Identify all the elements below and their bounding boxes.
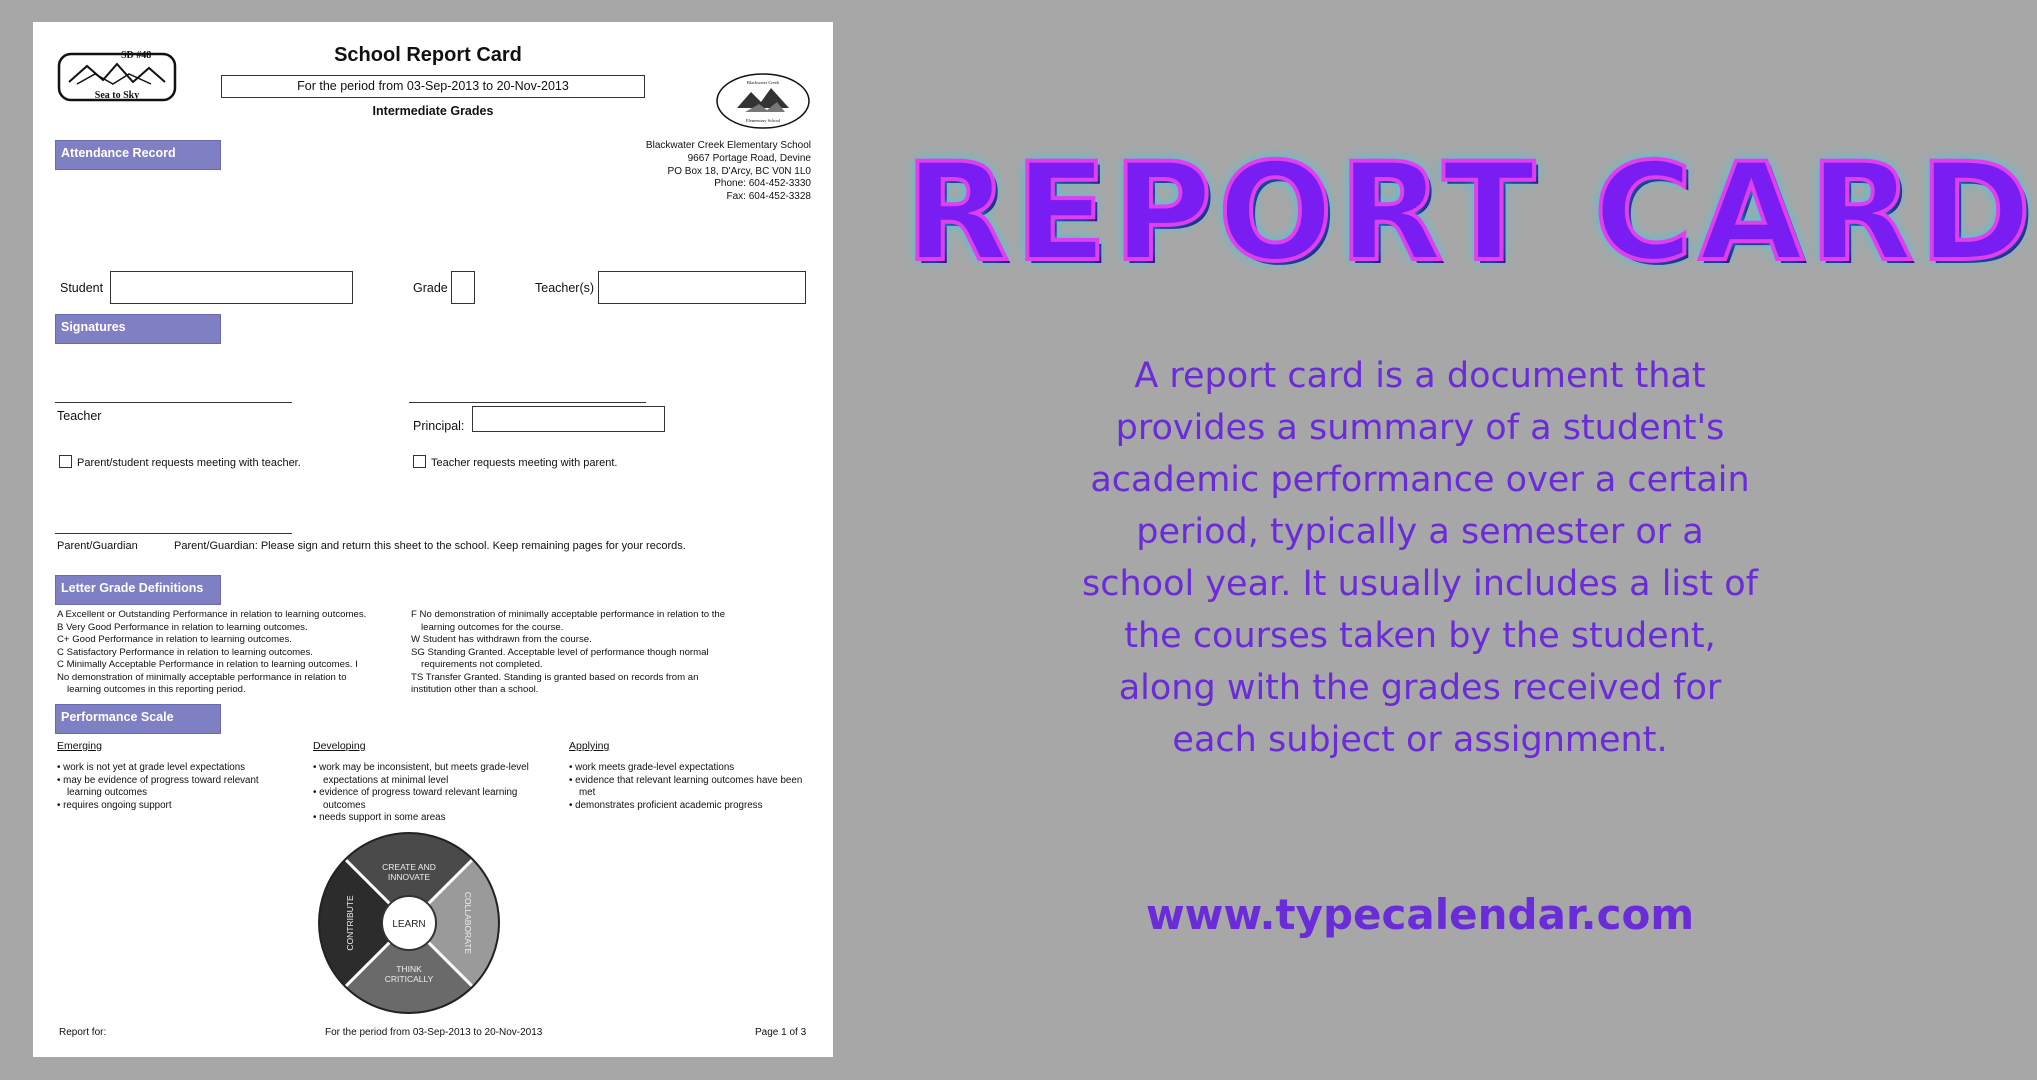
grade-label: Grade xyxy=(413,281,448,295)
grade-definitions-left xyxy=(57,609,397,697)
description-text: A report card is a document that provides a summary of a student's academic performance over a certain period, typically a semester or a school year. It usually includes a list of the courses taken by the student, along with the grades received for each subject or assignment. xyxy=(1082,356,1758,760)
logo-top-text: SD #48 xyxy=(121,50,152,61)
school-logo-bottom: Elementary School xyxy=(745,118,781,123)
learning-wheel-diagram xyxy=(318,832,500,1014)
grade-definition: learning outcomes in this reporting period. xyxy=(67,684,246,695)
wheel-top-label-2: INNOVATE xyxy=(387,872,431,882)
wheel-bottom-label-2: CRITICALLY xyxy=(384,974,434,984)
emerging-heading: Emerging xyxy=(57,740,102,752)
performance-item: • may be evidence of progress toward relevant xyxy=(57,775,307,788)
school-logo-top: Blackwater Creek xyxy=(746,80,780,85)
performance-item: • work is not yet at grade level expectations xyxy=(57,762,307,775)
parent-guardian-label: Parent/Guardian xyxy=(57,540,138,552)
grade-definition: C Minimally Acceptable Performance in relation to learning outcomes. I xyxy=(57,659,358,670)
teachers-field[interactable] xyxy=(598,271,806,304)
applying-column xyxy=(569,740,819,812)
student-label: Student xyxy=(60,281,104,295)
wheel-top-label-1: CREATE AND xyxy=(382,862,436,872)
developing-column xyxy=(313,740,563,825)
emerging-column xyxy=(57,740,307,812)
grade-definition: B Very Good Performance in relation to learning outcomes. xyxy=(57,621,308,633)
teacher-request-label: Teacher requests meeting with parent. xyxy=(431,457,618,469)
footer-report-for: Report for: xyxy=(59,1027,107,1038)
school-logo xyxy=(715,72,811,130)
performance-item: outcomes xyxy=(323,799,366,811)
parent-instruction: Parent/Guardian: Please sign and return this sheet to the school. Keep remaining pages for your records. xyxy=(174,540,686,552)
district-logo xyxy=(57,48,177,104)
performance-item: learning outcomes xyxy=(67,787,148,798)
address-line: Fax: 604-452-3328 xyxy=(726,191,811,203)
grade-definition: institution other than a school. xyxy=(411,684,539,695)
grade-definition: TS Transfer Granted. Standing is granted based on records from an xyxy=(411,671,699,683)
teacher-signature-line[interactable] xyxy=(55,402,292,403)
performance-item: met xyxy=(579,787,596,798)
parent-signature-line[interactable] xyxy=(55,533,292,534)
headline-title: REPORT CARD xyxy=(905,134,2037,291)
wheel-right-label: COLLABORATE xyxy=(463,891,473,955)
parent-request-label: Parent/student requests meeting with teacher. xyxy=(77,457,301,469)
teacher-request-checkbox[interactable] xyxy=(413,455,426,468)
grade-definition: No demonstration of minimally acceptable performance in relation to xyxy=(57,671,347,683)
teacher-request-option[interactable] xyxy=(413,455,618,469)
address-line: Blackwater Creek Elementary School xyxy=(645,140,811,151)
address-line: PO Box 18, D'Arcy, BC V0N 1L0 xyxy=(667,165,811,177)
performance-item: • requires ongoing support xyxy=(57,800,307,813)
footer-page-number: Page 1 of 3 xyxy=(755,1027,807,1038)
performance-item: • evidence of progress toward relevant learning xyxy=(313,787,563,800)
parent-request-option[interactable] xyxy=(59,455,301,469)
address-line: Phone: 604-452-3330 xyxy=(714,178,811,190)
performance-item: • needs support in some areas xyxy=(313,812,563,825)
developing-heading: Developing xyxy=(313,740,366,752)
school-address xyxy=(593,140,811,204)
grade-definition: C+ Good Performance in relation to learning outcomes. xyxy=(57,634,292,645)
performance-item: expectations at minimal level xyxy=(323,774,449,786)
teacher-signature-label: Teacher xyxy=(57,409,102,423)
principal-field[interactable] xyxy=(472,406,665,432)
grade-definition: F No demonstration of minimally acceptable performance in relation to the xyxy=(411,609,726,620)
website-link[interactable]: www.typecalendar.com xyxy=(1145,890,1695,939)
performance-item: • work meets grade-level expectations xyxy=(569,762,819,775)
grade-definitions-right xyxy=(411,609,811,697)
student-field[interactable] xyxy=(110,271,353,304)
grade-level: Intermediate Grades xyxy=(372,104,494,118)
grade-field[interactable] xyxy=(451,271,475,304)
grade-definition: learning outcomes for the course. xyxy=(421,621,564,633)
grade-definition: A Excellent or Outstanding Performance in relation to learning outcomes. xyxy=(57,609,367,620)
performance-item: • demonstrates proficient academic progress xyxy=(569,800,819,813)
applying-heading: Applying xyxy=(569,740,610,752)
parent-request-checkbox[interactable] xyxy=(59,455,72,468)
performance-item: • work may be inconsistent, but meets grade-level xyxy=(313,762,563,775)
document-title: School Report Card xyxy=(334,44,522,66)
wheel-center-label: LEARN xyxy=(392,919,426,930)
performance-header: Performance Scale xyxy=(55,704,221,734)
grade-definition: SG Standing Granted. Acceptable level of performance though normal xyxy=(411,646,709,658)
performance-item: • evidence that relevant learning outcomes have been xyxy=(569,775,819,788)
signatures-header: Signatures xyxy=(55,314,221,344)
report-card-sheet xyxy=(33,22,833,1057)
letter-grades-header: Letter Grade Definitions xyxy=(55,575,221,605)
footer-period: For the period from 03-Sep-2013 to 20-Nov-2013 xyxy=(325,1027,543,1038)
principal-label: Principal: xyxy=(413,419,465,433)
logo-bottom-text: Sea to Sky xyxy=(94,90,140,101)
principal-signature-line[interactable] xyxy=(409,402,646,403)
teachers-label: Teacher(s) xyxy=(535,281,595,295)
grade-definition: W Student has withdrawn from the course. xyxy=(411,634,592,645)
address-line: 9667 Portage Road, Devine xyxy=(687,152,811,164)
grade-definition: C Satisfactory Performance in relation to learning outcomes. xyxy=(57,646,313,658)
period-banner: For the period from 03-Sep-2013 to 20-Nov-2013 xyxy=(221,75,645,98)
wheel-left-label: CONTRIBUTE xyxy=(345,895,355,951)
attendance-header: Attendance Record xyxy=(55,140,221,170)
grade-definition: requirements not completed. xyxy=(421,659,543,670)
wheel-bottom-label-1: THINK xyxy=(396,964,422,974)
